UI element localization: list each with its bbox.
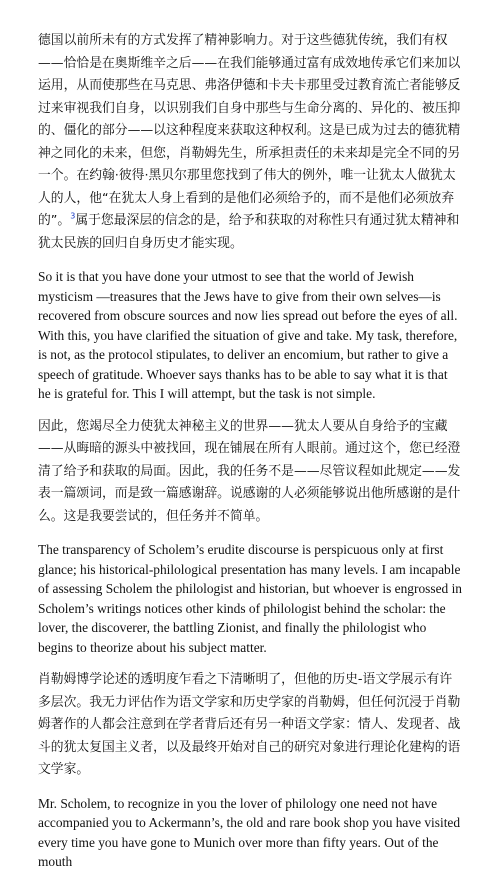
paragraph-en-3: Mr. Scholem, to recognize in you the lover of philology one need not have accompanied you to Ackermann’s, the old and rare book shop you have visited every time you have gone to Munich over more than fifty years. Out of the mouth	[38, 795, 461, 869]
paragraph-zh-1	[38, 30, 462, 255]
document-page	[38, 30, 462, 872]
paragraph-zh-2: 因此，您竭尽全力使犹太神秘主义的世界——犹太人要从自身给予的宝藏——从晦暗的源头中被找回，现在铺展在所有人眼前。通过这个，您已经澄清了给予和获取的局面。因此，我的任务不是——尽管议程如此规定——发表一篇颂词，而是致一篇感谢辞。说感谢的人必须能够说出他所感谢的是什么。这是我要尝试的，但任务并不简单。	[38, 418, 461, 524]
paragraph-en-1: So it is that you have done your utmost to see that the world of Jewish mysticism —treasures that the Jews have to give from their own selves—is recovered from obscure sources and now lies spread out before the eyes of all. With this, you have clarified the situation of give and take. My task, therefore, is not, as the protocol stipulates, to deliver an encomium, but rather to give a speech of gratitude. Whoever says thanks has to be able to say what it is that he is grateful for. This I will attempt, but the task is not simple.	[38, 269, 458, 401]
paragraph-zh-1-text-a: 德国以前所未有的方式发挥了精神影响力。对于这些德犹传统，我们有权——恰恰是在奥斯维辛之后——在我们能够通过富有成效地传承它们来加以运用，从而使那些在马克思、弗洛伊德和卡夫卡那里受过教育流亡者能够反过来审视我们自身，以识别我们自身中那些与生命分离的、异化的、被压抑的、僵化的部分——以这种程度来获取这种权利。这是已成为过去的德犹精神之同化的未来，但您，肖勒姆先生，所承担责任的未来却是完全不同的另一个。在约翰·彼得·黑贝尔那里您找到了伟大的例外，唯一让犹太人做犹太人的人，他“在犹太人身上看到的是他们必须给予的，而不是他们必须放弃的”。	[38, 33, 461, 228]
paragraph-zh-3: 肖勒姆博学论述的透明度乍看之下清晰明了，但他的历史-语文学展示有许多层次。我无力评估作为语文学家和历史学家的肖勒姆，但任何沉浸于肖勒姆著作的人都会注意到在学者背后还有另一种语文学家：情人、发现者、战斗的犹太复国主义者，以及最终开始对自己的研究对象进行理论化建构的语文学家。	[38, 672, 461, 777]
paragraph-en-2: The transparency of Scholem’s erudite discourse is perspicuous only at first glance; his historical-philological presentation has many levels. I am incapable of assessing Scholem the philologist and historian, but whoever is engrossed in Scholem’s writings notices other kinds of philologist behind the scholar: the lover, the discoverer, the battling Zionist, and finally the philologist who begins to theorize about his subject matter.	[38, 542, 462, 655]
paragraph-zh-1-text-b: 属于您最深层的信念的是，给予和获取的对称性只有通过犹太精神和犹太民族的回归自身历史才能实现。	[38, 213, 460, 251]
footnote-marker[interactable]: 3	[70, 211, 76, 221]
